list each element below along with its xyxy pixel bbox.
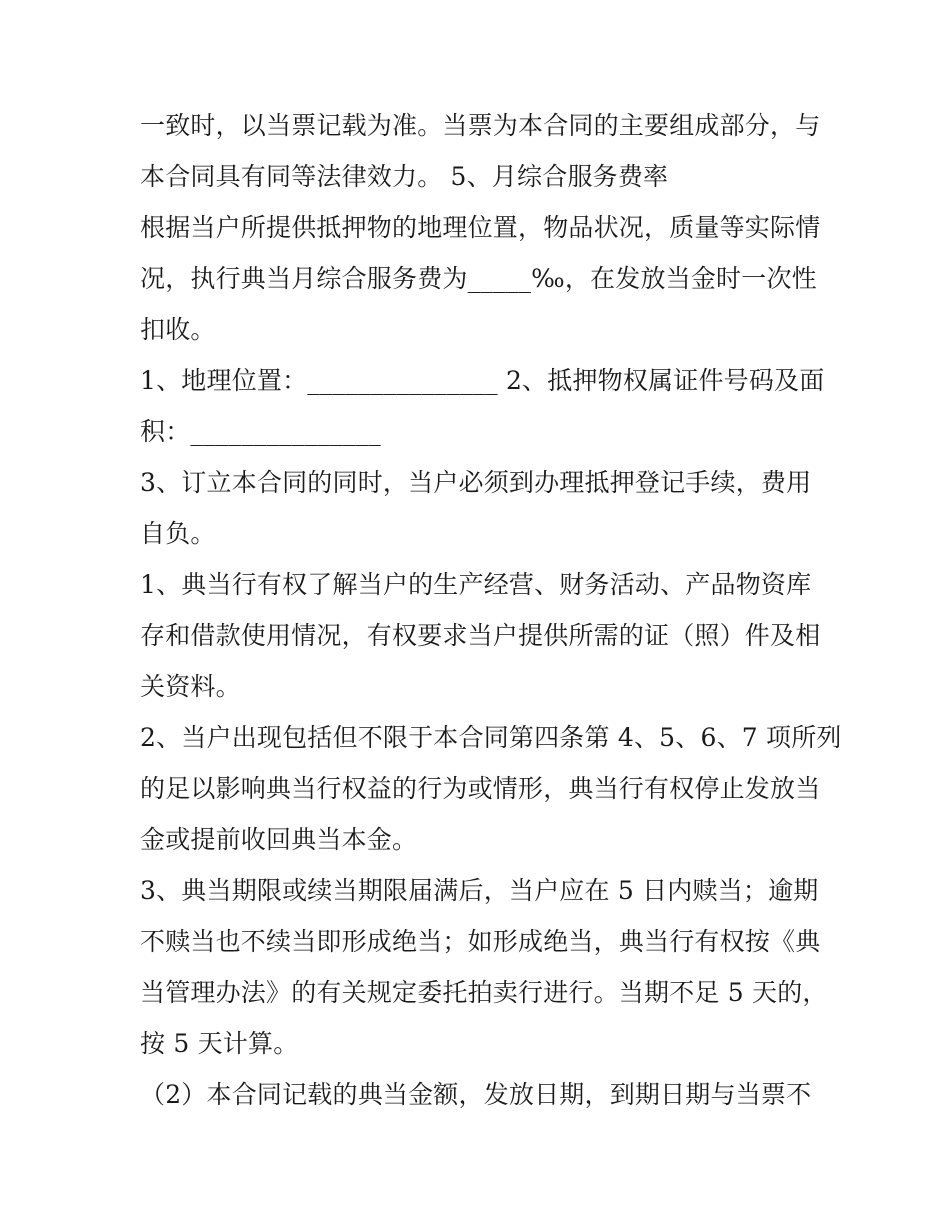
text-line: 扣收。	[140, 315, 216, 344]
text-line: 自负。	[140, 519, 216, 548]
text-line: 存和借款使用情况，有权要求当户提供所需的证（照）件及相	[140, 621, 821, 650]
text-line: 金或提前收回典当本金。	[140, 825, 418, 854]
text-line: 1、典当行有权了解当户的生产经营、财务活动、产品物资库	[140, 570, 812, 599]
text-line: 关资料。	[140, 672, 241, 701]
text-line: 本合同具有同等法律效力。 5、月综合服务费率	[140, 162, 669, 191]
text-line: 1、地理位置：_______________ 2、抵押物权属证件号码及面	[140, 366, 825, 395]
text-line: （2）本合同记载的典当金额，发放日期，到期日期与当票不	[140, 1080, 812, 1109]
text-line: 按 5 天计算。	[140, 1029, 299, 1058]
text-line: 积：_______________	[140, 417, 381, 446]
text-line: 况，执行典当月综合服务费为_____‰，在发放当金时一次性	[140, 264, 817, 293]
text-line: 3、典当期限或续当期限届满后，当户应在 5 日内赎当；逾期	[140, 876, 819, 905]
text-line: 不赎当也不续当即形成绝当；如形成绝当，典当行有权按《典	[140, 927, 821, 956]
text-line: 一致时，以当票记载为准。当票为本合同的主要组成部分，与	[140, 111, 821, 140]
text-line: 的足以影响典当行权益的行为或情形，典当行有权停止发放当	[140, 774, 821, 803]
text-line: 当管理办法》的有关规定委托拍卖行进行。当期不足 5 天的，	[140, 978, 828, 1007]
text-line: 根据当户所提供抵押物的地理位置，物品状况，质量等实际情	[140, 213, 821, 242]
contract-text-body	[140, 100, 840, 1120]
text-line: 3、订立本合同的同时，当户必须到办理抵押登记手续，费用	[140, 468, 812, 497]
text-line: 2、当户出现包括但不限于本合同第四条第 4、5、6、7 项所列	[140, 723, 842, 752]
